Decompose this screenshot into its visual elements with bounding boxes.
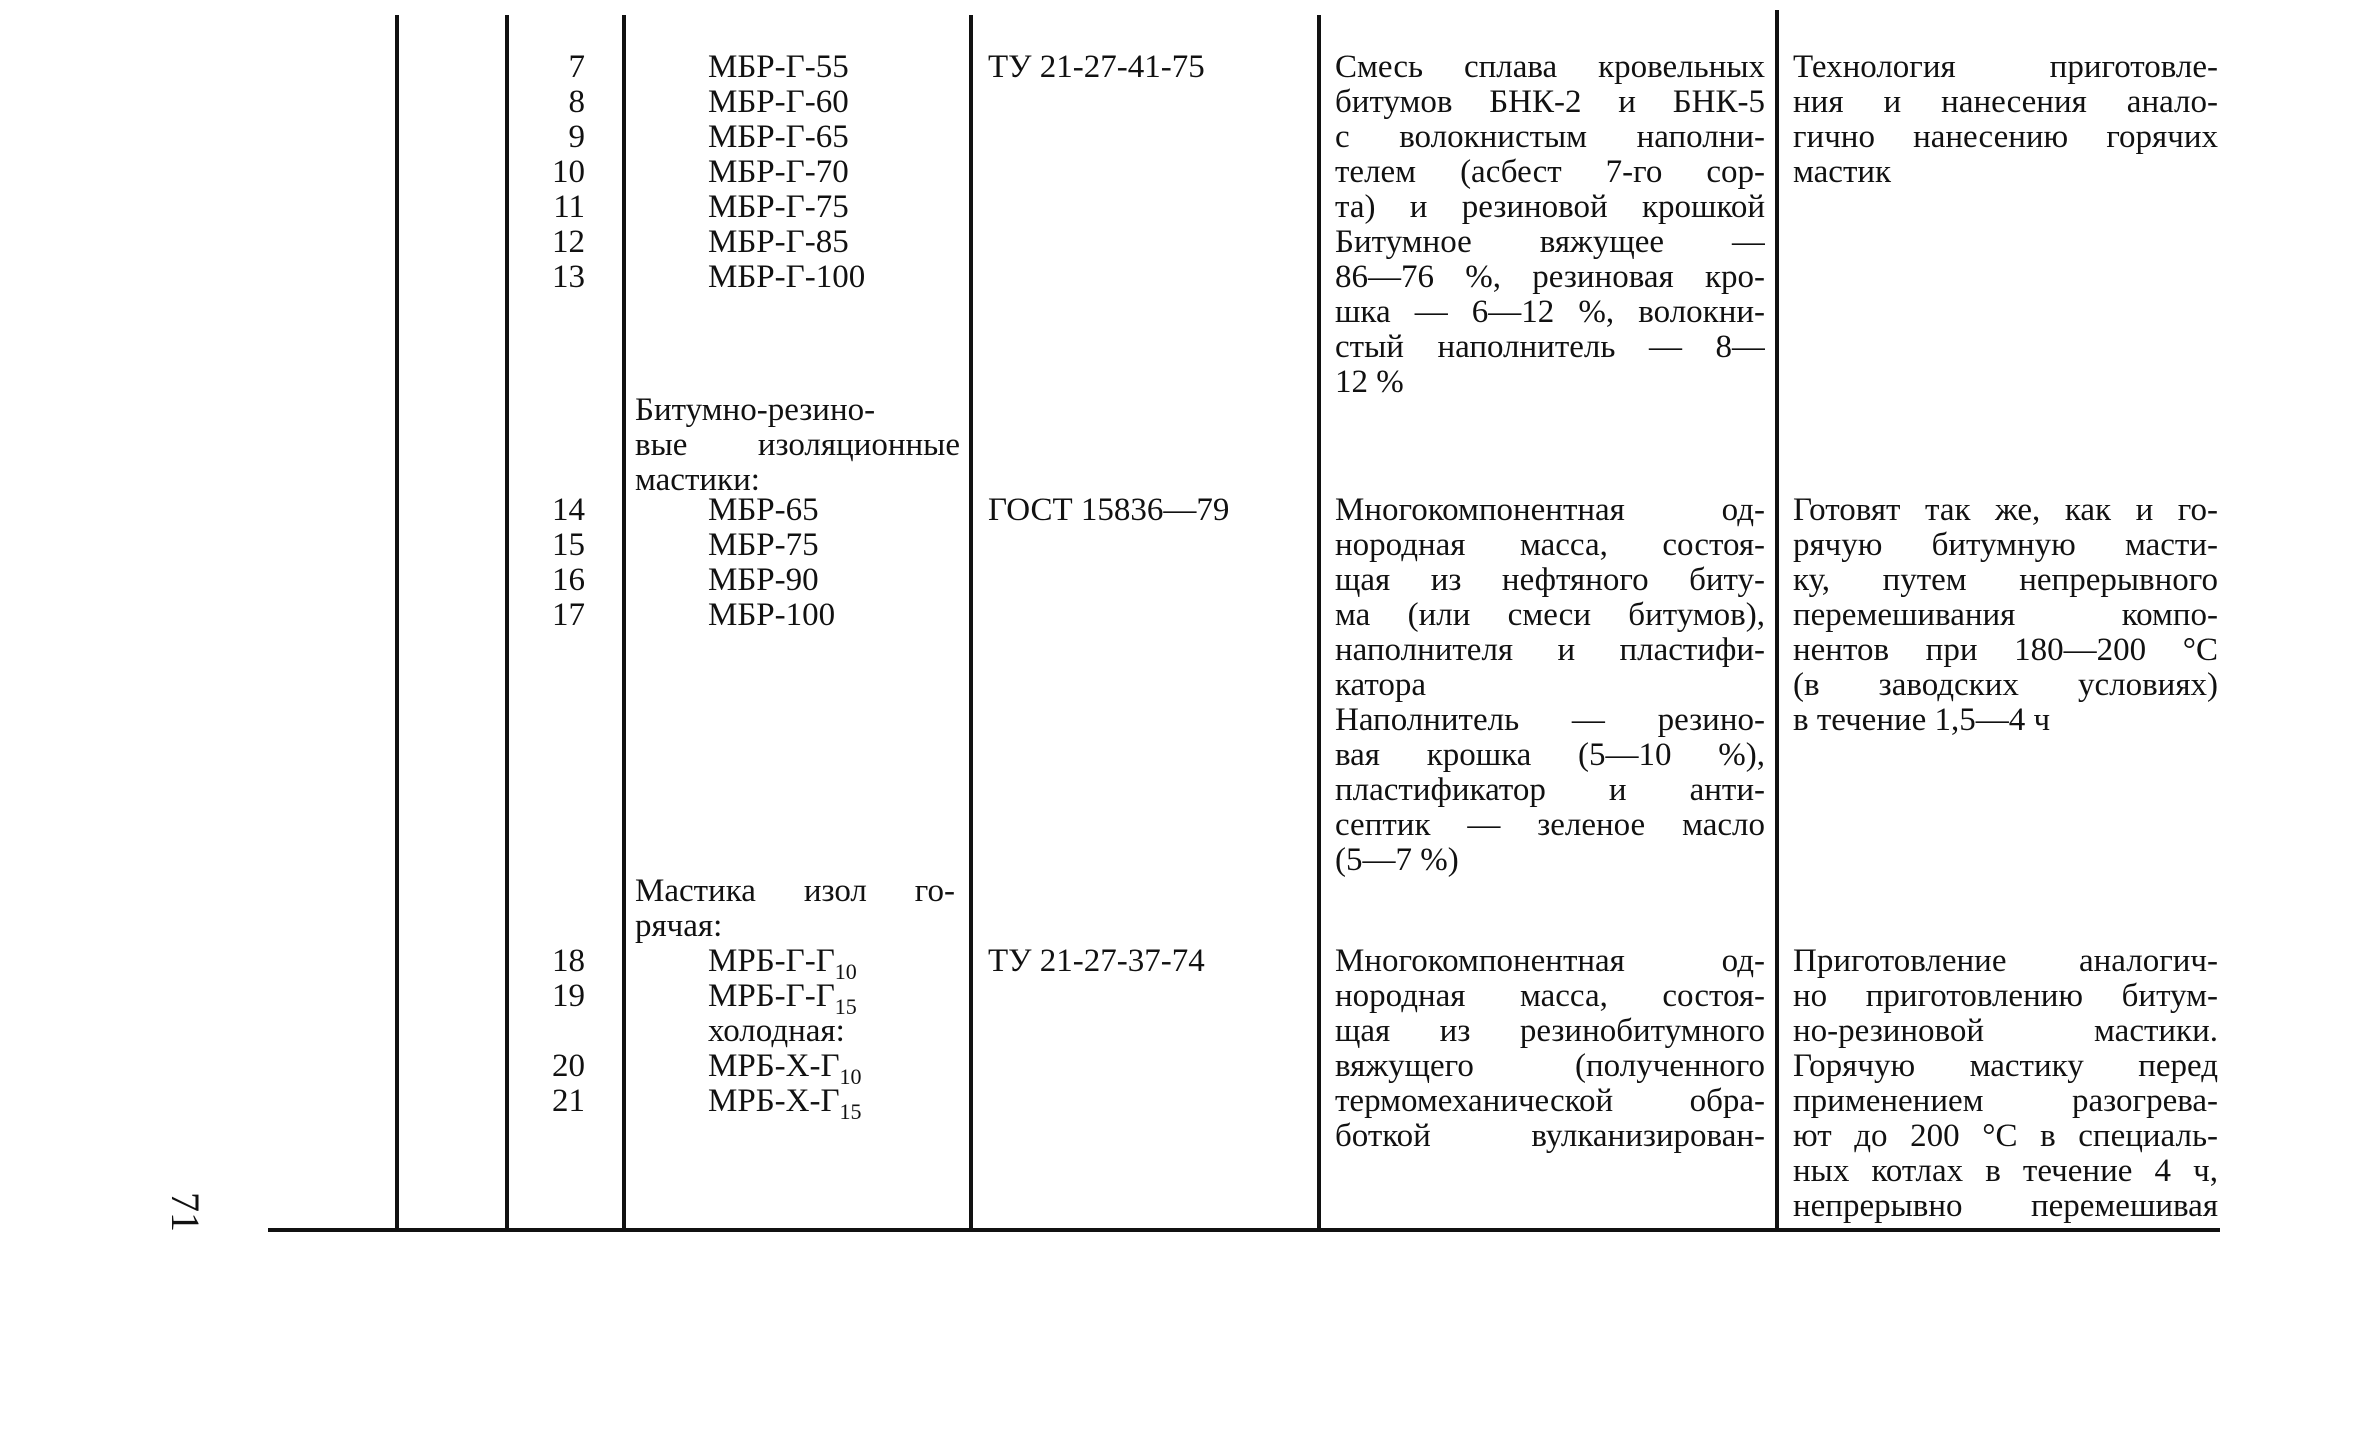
text-line: ют до 200 °С в специаль- xyxy=(1793,1119,2218,1154)
standard-reference: ТУ 21-27-37-74 xyxy=(988,943,1205,979)
row-number: 20 xyxy=(552,1048,585,1084)
mastic-name: МБР-Г-70 xyxy=(708,154,849,190)
text-line: рячую битумную масти- xyxy=(1793,528,2218,563)
text-line: боткой вулканизирован- xyxy=(1335,1119,1765,1154)
composition-cell xyxy=(1335,493,1765,878)
row-number: 12 xyxy=(552,224,585,260)
mastic-name: МБР-Г-65 xyxy=(708,119,849,155)
text-line: 86—76 %, резиновая кро- xyxy=(1335,260,1765,295)
row-number: 16 xyxy=(552,562,585,598)
technology-cell xyxy=(1793,493,2218,738)
text-line: Готовят так же, как и го- xyxy=(1793,493,2218,528)
mastic-name-base: МРБ-Х-Г xyxy=(708,1083,840,1119)
row-number: 18 xyxy=(552,943,585,979)
text-line: нентов при 180—200 °С xyxy=(1793,633,2218,668)
row-number: 10 xyxy=(552,154,585,190)
text-line: Приготовление аналогич- xyxy=(1793,944,2218,979)
text-line: с волокнистым наполни- xyxy=(1335,120,1765,155)
column-rule xyxy=(1317,15,1321,1230)
text-line: мастики: xyxy=(635,462,760,498)
mastic-name: МБР-65 xyxy=(708,492,819,528)
text-line: непрерывно перемешивая xyxy=(1793,1189,2218,1224)
row-number: 7 xyxy=(568,49,585,85)
text-line: пластификатор и анти- xyxy=(1335,773,1765,808)
text-line: Наполнитель — резино- xyxy=(1335,703,1765,738)
text-line: (5—7 %) xyxy=(1335,842,1459,878)
column-rule xyxy=(1775,10,1779,1230)
composition-cell xyxy=(1335,50,1765,400)
text-line: рячая: xyxy=(635,908,723,944)
text-line: катора xyxy=(1335,667,1426,703)
text-line: ма (или смеси битумов), xyxy=(1335,598,1765,633)
text-line: Смесь сплава кровельных xyxy=(1335,50,1765,85)
mastic-name-subscript: 15 xyxy=(839,1099,862,1124)
text-line: стый наполнитель — 8— xyxy=(1335,330,1765,365)
text-line: Технология приготовле- xyxy=(1793,50,2218,85)
text-line: но приготовлению битум- xyxy=(1793,979,2218,1014)
mastic-name xyxy=(708,978,857,1019)
text-line: вые изоляционные xyxy=(635,428,960,463)
mastic-name: МБР-100 xyxy=(708,597,836,633)
mastic-name: МБР-Г-60 xyxy=(708,84,849,120)
text-line: щая из резинобитумного xyxy=(1335,1014,1765,1049)
cold-subheading: холодная: xyxy=(708,1013,845,1049)
mastic-name: МБР-75 xyxy=(708,527,819,563)
mastic-name: МБР-Г-85 xyxy=(708,224,849,260)
row-number: 14 xyxy=(552,492,585,528)
table-bottom-rule xyxy=(268,1228,2220,1232)
row-number: 9 xyxy=(568,119,585,155)
standard-reference: ГОСТ 15836—79 xyxy=(988,492,1230,528)
text-line: нородная масса, состоя- xyxy=(1335,528,1765,563)
text-line: ку, путем непрерывного xyxy=(1793,563,2218,598)
row-number: 11 xyxy=(553,189,585,225)
text-line: септик — зеленое масло xyxy=(1335,808,1765,843)
text-line: нородная масса, состоя- xyxy=(1335,979,1765,1014)
column-rule xyxy=(505,15,509,1230)
column-rule xyxy=(622,15,626,1230)
mastic-name-base: МРБ-Г-Г xyxy=(708,943,835,979)
column-rule xyxy=(969,15,973,1230)
text-line: термомеханической обра- xyxy=(1335,1084,1765,1119)
mastic-name-subscript: 15 xyxy=(834,994,857,1019)
column-rule xyxy=(395,15,399,1230)
technology-cell xyxy=(1793,944,2218,1224)
composition-cell xyxy=(1335,944,1765,1154)
text-line: Битумно-резино- xyxy=(635,392,876,428)
mastic-name-base: МРБ-Х-Г xyxy=(708,1048,840,1084)
group-heading xyxy=(635,874,955,944)
text-line: Многокомпонентная од- xyxy=(1335,944,1765,979)
text-line: Многокомпонентная од- xyxy=(1335,493,1765,528)
mastic-name xyxy=(708,943,857,984)
text-line: гично нанесению горячих xyxy=(1793,120,2218,155)
text-line: вая крошка (5—10 %), xyxy=(1335,738,1765,773)
text-line: ных котлах в течение 4 ч, xyxy=(1793,1154,2218,1189)
page-number: 71 xyxy=(163,1192,208,1232)
text-line: телем (асбест 7-го сор- xyxy=(1335,155,1765,190)
mastic-name xyxy=(708,1083,862,1124)
text-line: Битумное вяжущее — xyxy=(1335,225,1765,260)
text-line: ния и нанесения анало- xyxy=(1793,85,2218,120)
text-line: Горячую мастику перед xyxy=(1793,1049,2218,1084)
text-line: мастик xyxy=(1793,154,1892,190)
text-line: наполнителя и пластифи- xyxy=(1335,633,1765,668)
group-heading xyxy=(635,393,960,498)
mastic-name: МБР-Г-100 xyxy=(708,259,866,295)
row-number: 17 xyxy=(552,597,585,633)
mastic-name: МБР-90 xyxy=(708,562,819,598)
text-line: перемешивания компо- xyxy=(1793,598,2218,633)
mastic-name-subscript: 10 xyxy=(839,1064,862,1089)
mastic-name: МБР-Г-55 xyxy=(708,49,849,85)
mastic-name xyxy=(708,1048,862,1089)
technology-cell xyxy=(1793,50,2218,190)
mastic-name: МБР-Г-75 xyxy=(708,189,849,225)
mastic-name-subscript: 10 xyxy=(834,959,857,984)
text-line: в течение 1,5—4 ч xyxy=(1793,702,2051,738)
standard-reference: ТУ 21-27-41-75 xyxy=(988,49,1205,85)
text-line: щая из нефтяного биту- xyxy=(1335,563,1765,598)
text-line: но-резиновой мастики. xyxy=(1793,1014,2218,1049)
text-line: вяжущего (полученного xyxy=(1335,1049,1765,1084)
text-line: применением разогрева- xyxy=(1793,1084,2218,1119)
row-number: 13 xyxy=(552,259,585,295)
row-number: 8 xyxy=(568,84,585,120)
text-line: шка — 6—12 %, волокни- xyxy=(1335,295,1765,330)
text-line: Мастика изол го- xyxy=(635,874,955,909)
row-number: 15 xyxy=(552,527,585,563)
text-line: (в заводских условиях) xyxy=(1793,668,2218,703)
text-line: битумов БНК-2 и БНК-5 xyxy=(1335,85,1765,120)
row-number: 19 xyxy=(552,978,585,1014)
text-line: 12 % xyxy=(1335,364,1404,400)
mastic-name-base: МРБ-Г-Г xyxy=(708,978,835,1014)
row-number: 21 xyxy=(552,1083,585,1119)
text-line: та) и резиновой крошкой xyxy=(1335,190,1765,225)
